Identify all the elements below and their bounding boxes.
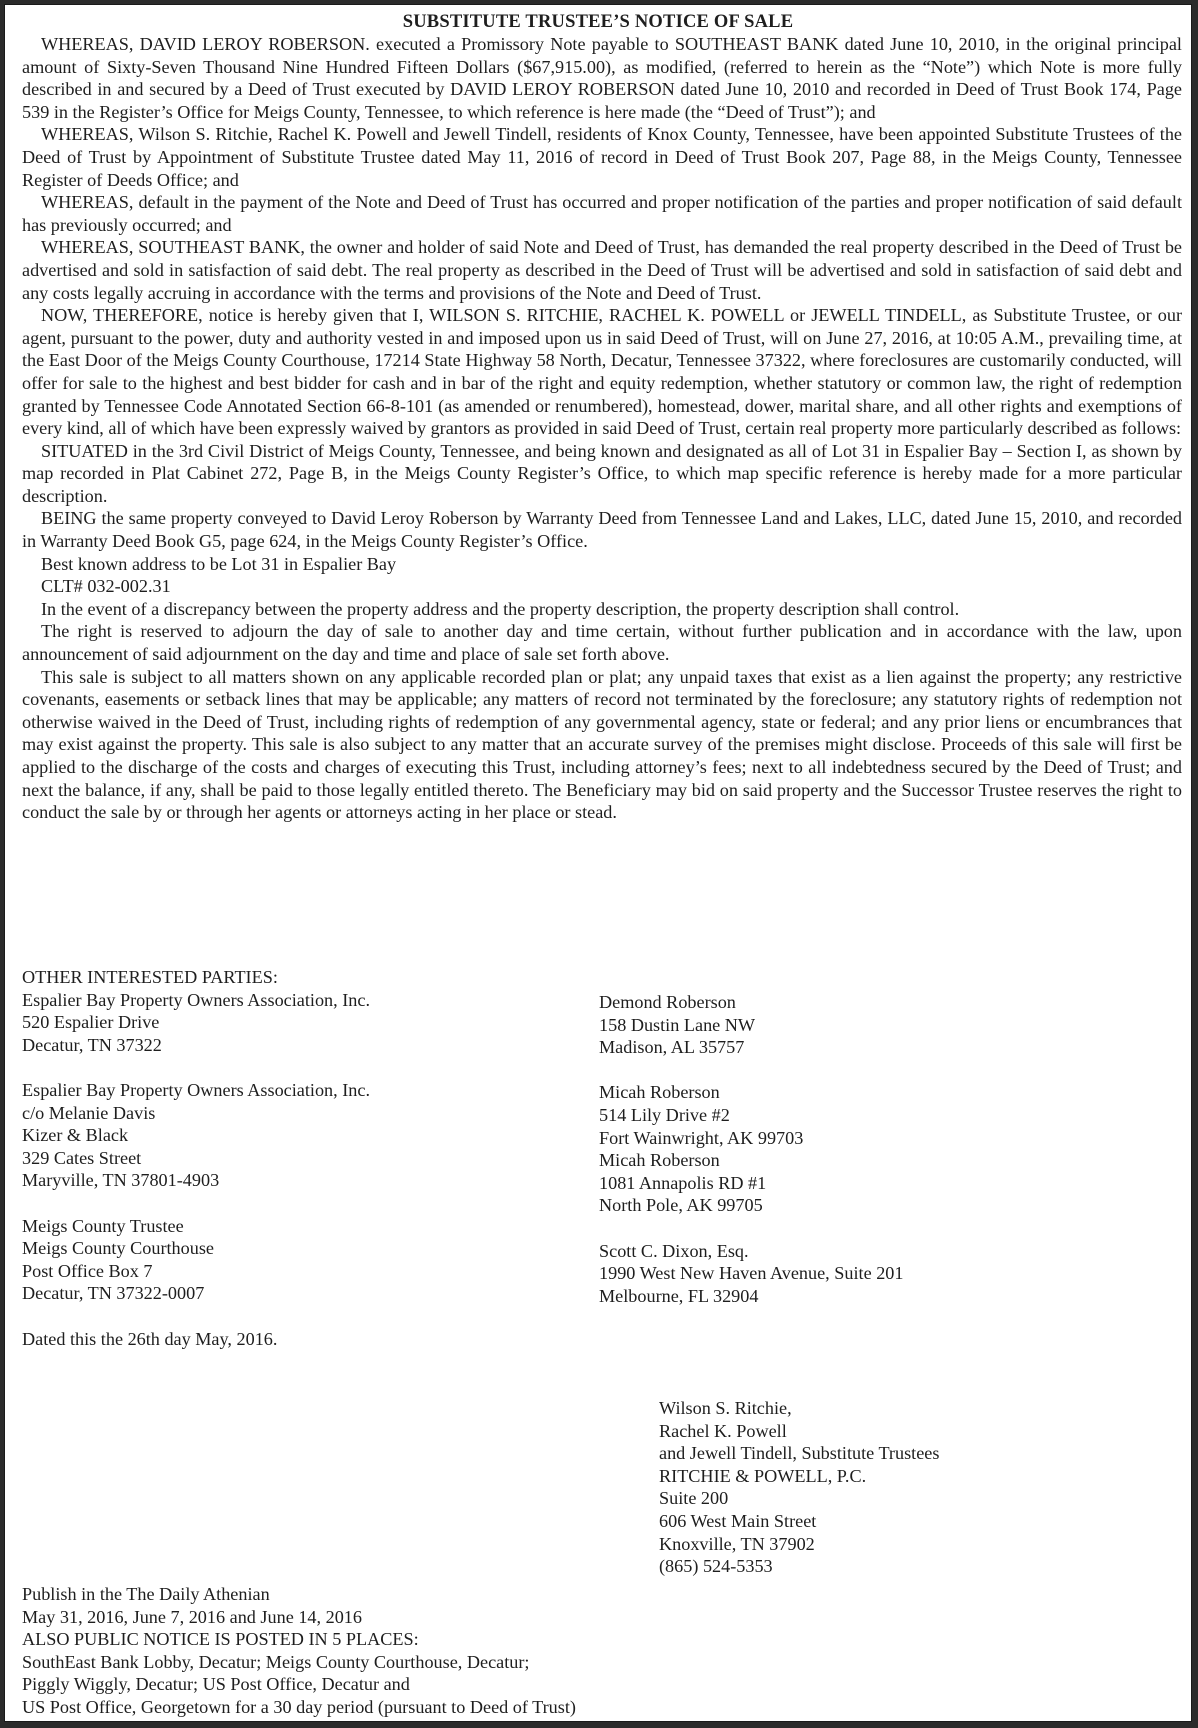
signature-line: 606 West Main Street xyxy=(659,1510,817,1531)
publication-line: Piggly Wiggly, Decatur; US Post Office, Decatur and xyxy=(22,1674,410,1695)
party-line: Decatur, TN 37322 xyxy=(22,1034,162,1055)
legal-notice-page xyxy=(4,4,1192,1722)
notice-title: SUBSTITUTE TRUSTEE’S NOTICE OF SALE xyxy=(402,12,794,32)
party-line: 329 Cates Street xyxy=(22,1147,142,1168)
party-line: Decatur, TN 37322-0007 xyxy=(22,1283,205,1304)
paragraph-situated: SITUATED in the 3rd Civil District of Meigs County, Tennessee, and being known and designated as all of Lot 31 in Espalier Bay – Section I, as shown by map recorded in Plat Cabinet 272, Page B, in the Meigs County Register’s Office, to which map specific reference is hereby made for a more particular description. xyxy=(22,440,1182,506)
party-line: 520 Espalier Drive xyxy=(22,1012,160,1033)
paragraph-best-known-address: Best known address to be Lot 31 in Espalier Bay xyxy=(41,553,397,574)
party-line: Meigs County Courthouse xyxy=(22,1238,214,1259)
paragraph-adjourn: The right is reserved to adjourn the day of sale to another day and time certain, without further publication and in accordance with the law, upon announcement of said adjournment on the day and time and place of sale set forth above. xyxy=(22,621,1182,665)
party-line: Espalier Bay Property Owners Association, Inc. xyxy=(22,989,371,1010)
signature-block xyxy=(659,1397,939,1578)
publication-line: May 31, 2016, June 7, 2016 and June 14, 2016 xyxy=(22,1606,362,1627)
party-line: Micah Roberson xyxy=(599,1082,720,1103)
signature-line: Wilson S. Ritchie, xyxy=(659,1398,792,1418)
party-line: Scott C. Dixon, Esq. xyxy=(599,1240,749,1261)
party-line: Espalier Bay Property Owners Association, Inc. xyxy=(22,1079,371,1100)
party-line: North Pole, AK 99705 xyxy=(599,1195,763,1216)
publication-line: US Post Office, Georgetown for a 30 day period (pursuant to Deed of Trust) xyxy=(22,1696,576,1717)
signature-line: Rachel K. Powell xyxy=(659,1420,787,1441)
publication-block xyxy=(22,1583,576,1719)
party-line: 1081 Annapolis RD #1 xyxy=(599,1172,767,1193)
interested-parties-left xyxy=(22,966,370,1350)
paragraph-clt-number: CLT# 032-002.31 xyxy=(41,576,171,597)
party-line: 514 Lily Drive #2 xyxy=(599,1104,730,1125)
signature-line: and Jewell Tindell, Substitute Trustees xyxy=(659,1443,940,1464)
dated-line: Dated this the 26th day May, 2016. xyxy=(22,1328,278,1349)
publication-line: Publish in the The Daily Athenian xyxy=(22,1584,270,1604)
paragraph-whereas-trustees: WHEREAS, Wilson S. Ritchie, Rachel K. Powell and Jewell Tindell, residents of Knox County, Tennessee, have been appointed Substitute Trustees of the Deed of Trust by Appointment of Substitute Trustee dated May 11, 2016 of record in Deed of Trust Book 207, Page 88, in the Meigs County, Tennessee Register of Deeds Office; and xyxy=(22,124,1182,190)
signature-line: (865) 524-5353 xyxy=(659,1556,773,1577)
paragraph-being: BEING the same property conveyed to David Leroy Roberson by Warranty Deed from Tennessee Land and Lakes, LLC, dated June 15, 2010, and recorded in Warranty Deed Book G5, page 624, in the Meigs County Register’s Office. xyxy=(22,508,1182,552)
party-line: Maryville, TN 37801-4903 xyxy=(22,1170,220,1191)
party-line: 158 Dustin Lane NW xyxy=(599,1014,756,1035)
party-line: Micah Roberson xyxy=(599,1150,720,1171)
party-line: Kizer & Black xyxy=(22,1125,129,1146)
party-line: c/o Melanie Davis xyxy=(22,1102,156,1123)
interested-parties-right xyxy=(599,991,903,1307)
notice-body xyxy=(22,33,1182,824)
party-line: Post Office Box 7 xyxy=(22,1260,153,1281)
paragraph-whereas-default: WHEREAS, default in the payment of the Note and Deed of Trust has occurred and proper notification of the parties and proper notification of said default has previously occurred; and xyxy=(22,192,1182,235)
paragraph-whereas-note: WHEREAS, DAVID LEROY ROBERSON. executed a Promissory Note payable to SOUTHEAST BANK dated June 10, 2010, in the original principal amount of Sixty-Seven Thousand Nine Hundred Fifteen Dollars ($67,915.00), as modified, (referred to herein as the “Note”) which Note is more fully described in and secured by a Deed of Trust executed by DAVID LEROY ROBERSON dated June 10, 2010 and recorded in Deed of Trust Book 174, Page 539 in the Register’s Office for Meigs County, Tennessee, to which reference is here made (the “Deed of Trust”); and xyxy=(22,34,1182,122)
party-line: 1990 West New Haven Avenue, Suite 201 xyxy=(599,1263,904,1284)
party-line: Demond Roberson xyxy=(599,992,736,1012)
party-line: Meigs County Trustee xyxy=(22,1215,184,1236)
party-line: Madison, AL 35757 xyxy=(599,1037,745,1058)
publication-line: SouthEast Bank Lobby, Decatur; Meigs County Courthouse, Decatur; xyxy=(22,1651,530,1672)
party-line: Melbourne, FL 32904 xyxy=(599,1285,759,1306)
paragraph-now-therefore: NOW, THEREFORE, notice is hereby given that I, WILSON S. RITCHIE, RACHEL K. POWELL or JEWELL TINDELL, as Substitute Trustee, or our agent, pursuant to the power, duty and authority vested in and imposed upon us in said Deed of Trust, will on June 27, 2016, at 10:05 A.M., prevailing time, at the East Door of the Meigs County Courthouse, 17214 State Highway 58 North, Decatur, Tennessee 37322, where foreclosures are customarily conducted, will offer for sale to the highest and best bidder for cash and in bar of the right and equity redemption, whether statutory or common law, the right of redemption granted by Tennessee Code Annotated Section 66-8-101 (as amended or renumbered), homestead, dower, marital share, and all other rights and exemptions of every kind, all of which have been expressly waived by grantors as provided in said Deed of Trust, certain real property more particularly described as follows: xyxy=(22,305,1182,439)
interested-parties-heading: OTHER INTERESTED PARTIES: xyxy=(22,967,278,987)
paragraph-discrepancy: In the event of a discrepancy between the property address and the property description, the property description shall control. xyxy=(41,598,960,619)
party-line: Fort Wainwright, AK 99703 xyxy=(599,1127,804,1148)
signature-line: Suite 200 xyxy=(659,1488,729,1509)
publication-line: ALSO PUBLIC NOTICE IS POSTED IN 5 PLACES: xyxy=(22,1629,419,1650)
signature-line: RITCHIE & POWELL, P.C. xyxy=(659,1465,867,1486)
paragraph-subject-to: This sale is subject to all matters shown on any applicable recorded plan or plat; any unpaid taxes that exist as a lien against the property; any restrictive covenants, easements or setback lines that may be applicable; any matters of record not terminated by the foreclosure; any statutory rights of redemption not otherwise waived in the Deed of Trust, including rights of redemption of any governmental agency, state or federal; and any prior liens or encumbrances that may exist against the property. This sale is also subject to any matter that an accurate survey of the premises might disclose. Proceeds of this sale will first be applied to the discharge of the costs and charges of executing this Trust, including attorney’s fees; next to all indebtedness secured by the Deed of Trust; and next the balance, if any, shall be paid to those legally entitled thereto. The Beneficiary may bid on said property and the Successor Trustee reserves the right to conduct the sale by or through her agents or attorneys acting in her place or stead. xyxy=(22,666,1182,823)
paragraph-whereas-demand: WHEREAS, SOUTHEAST BANK, the owner and holder of said Note and Deed of Trust, has demanded the real property described in the Deed of Trust be advertised and sold in satisfaction of said debt. The real property as described in the Deed of Trust will be advertised and sold in satisfaction of said debt and any costs legally accruing in accordance with the terms and provisions of the Note and Deed of Trust. xyxy=(22,237,1182,303)
signature-line: Knoxville, TN 37902 xyxy=(659,1533,815,1554)
